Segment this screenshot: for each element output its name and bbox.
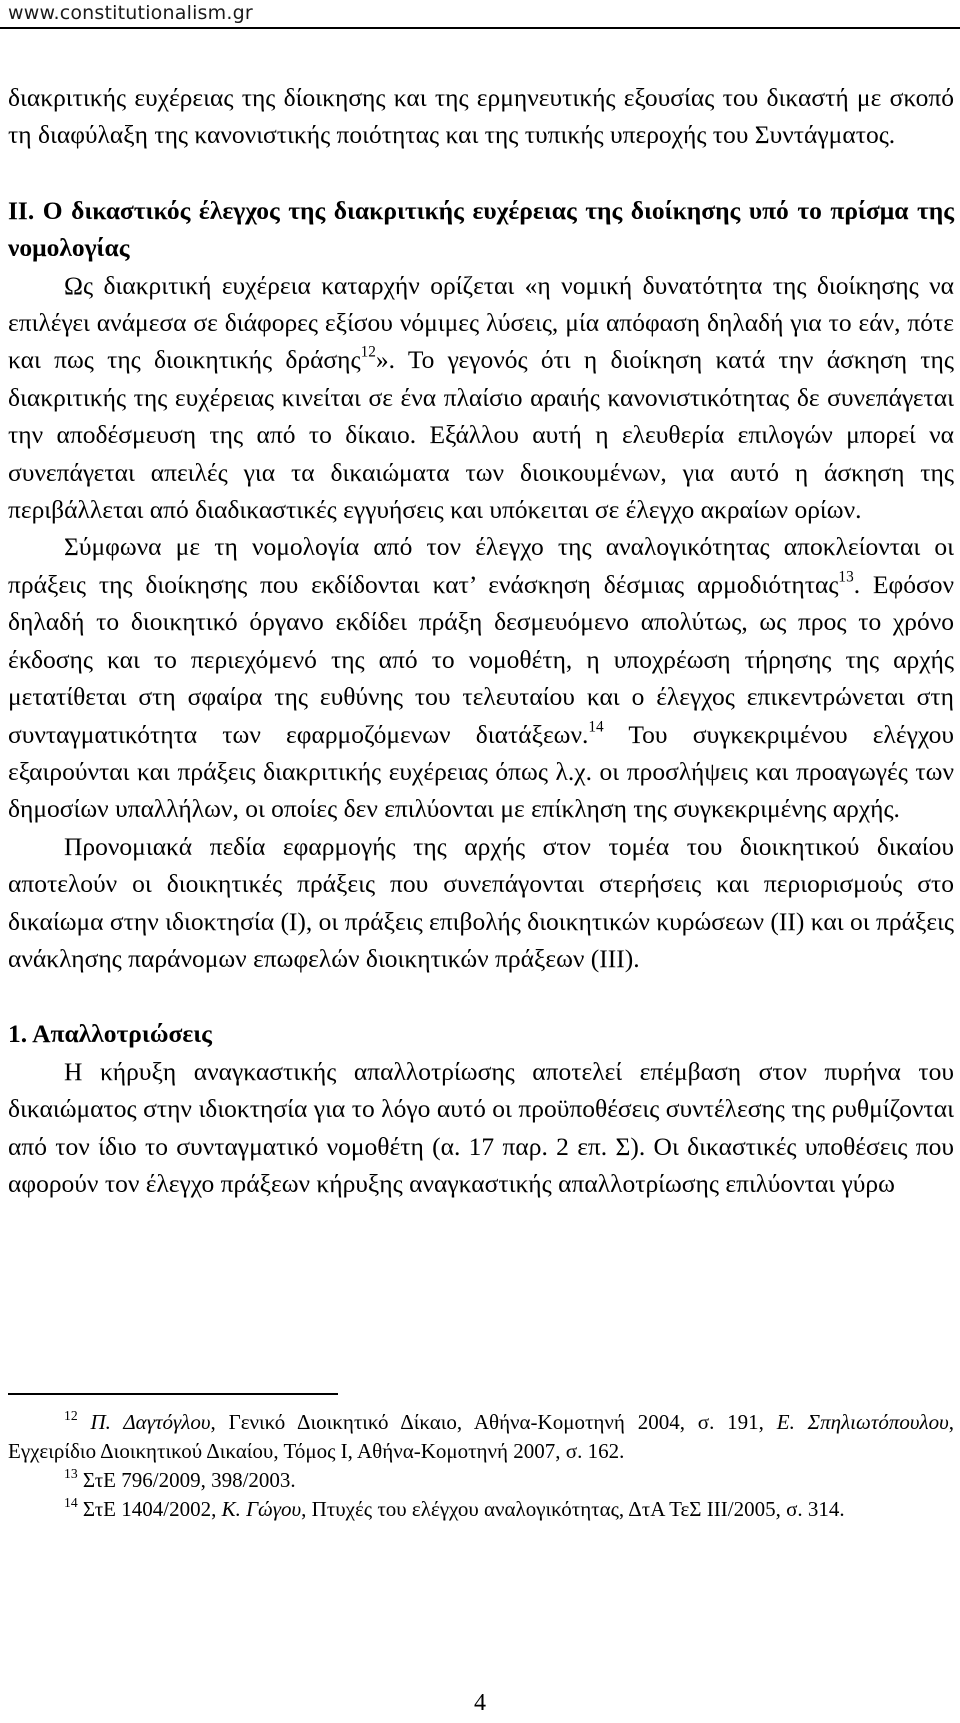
footnote-12 [8,1408,954,1466]
footnote-text: ΣτΕ 796/2009, 398/2003. [77,1468,296,1492]
paragraph-application-fields: Προνομιακά πεδία εφαρμογής της αρχής στον τομέα του διοικητικού δικαίου αποτελούν οι διοικητικές πράξεις που συνεπάγονται στερήσεις και περιορισμούς στο δικαίωμα στην ιδιοκτησία (Ι), οι πράξεις επιβολής διοικητικών κυρώσεων (ΙΙ) και οι πράξεις ανάκλησης παράνομων επωφελών διοικητικών πράξεων (ΙΙΙ). [8,831,954,973]
paragraph-case-law [8,528,954,827]
footnote-ref-14[interactable]: 14 [588,718,604,736]
paragraph-text: . Εφόσον δηλαδή το διοικητικό όργανο εκδίδει πράξη δεσμευόμενο απολύτως, ως προς το χρόνο έκδοσης και το περιεχόμενό της από το νομοθέτη, η υποχρέωση τήρησης της αρχής μετατίθεται στη σφαίρα της ευθύνης του τελευταίου και ο έλεγχος επικεντρώνεται στη συνταγματικότητα των εφαρμοζόμενων διατάξεων. [8,569,954,749]
footnote-text: ΣτΕ 1404/2002, [77,1497,222,1521]
section-heading-expropriations: 1. Απαλλοτριώσεις [8,1019,212,1049]
footnote-ref-13[interactable]: 13 [838,568,854,586]
paragraph-text: Σύμφωνα με τη νομολογία από τον έλεγχο της αναλογικότητας αποκλείονται οι πράξεις της διοίκησης που εκδίδονται κατ’ ενάσκηση δέσμιας αρμοδιότητας [8,532,954,599]
paragraph-expropriation: Η κήρυξη αναγκαστικής απαλλοτρίωσης αποτελεί επέμβαση στον πυρήνα του δικαιώματος στην ιδιοκτησία για το λόγο αυτό οι προϋποθέσεις συντέλεσης της ρυθμίζονται από τον ίδιο το συνταγματικό νομοθέτη (α. 17 παρ. 2 επ. Σ). Οι δικαστικές υποθέσεις που αφορούν τον έλεγχο πράξεων κήρυξης αναγκαστικής απαλλοτρίωσης επιλύονται γύρω [8,1056,954,1198]
paragraph-continuation: διακριτικής ευχέρειας της δίοικησης και της ερμηνευτικής εξουσίας του δικαστή με σκοπό τη διαφύλαξη της κανονιστικής ποιότητας και της τυπικής υπεροχής του Συντάγματος. [8,83,954,150]
paragraph-text: Του συγκεκριμένου ελέγχου εξαιρούνται και πράξεις διακριτικής ευχέρειας όπως λ.χ. οι προσλήψεις και προαγωγές των δημοσίων υπαλλήλων, οι οποίες δεν επιλύονται με επίκληση της συγκεκριμένης αρχής. [8,719,954,824]
footnote-14 [8,1495,954,1524]
footnote-divider [8,1393,338,1395]
site-url-header: www.constitutionalism.gr [8,2,253,24]
footnotes [8,1408,954,1524]
footnote-text: , Γενικό Διοικητικό Δίκαιο, Αθήνα-Κομοτηνή 2004, σ. 191, [210,1410,777,1434]
footnote-number: 13 [64,1466,78,1482]
header-divider [0,27,960,29]
section-heading-ii: ΙΙ. Ο δικαστικός έλεγχος της διακριτικής ευχέρειας της διοίκησης υπό το πρίσμα της νομολογίας [8,195,954,263]
footnote-author: Ε. Σπηλιωτόπουλου [776,1410,949,1434]
document-body [8,79,954,1202]
footnote-text: , Πτυχές του ελέγχου αναλογικότητας, ΔτΑ ΤεΣ ΙΙΙ/2005, σ. 314. [301,1497,845,1521]
footnote-number: 14 [64,1495,78,1511]
footnote-author: Π. Δαγτόγλου [90,1410,211,1434]
page-number: 4 [474,1690,486,1716]
footnote-ref-12[interactable]: 12 [360,343,376,361]
paragraph-text: Ως διακριτική ευχέρεια καταρχήν ορίζεται «η νομική δυνατότητα της διοίκησης να επιλέγει ανάμεσα σε διάφορες εξίσου νόμιμες λύσεις, μία απόφαση δηλαδή για το εάν, πότε και πως της διοικητικής δράσης [8,270,954,375]
footnote-number: 12 [64,1408,78,1424]
footnote-13 [8,1466,954,1495]
footnote-author: Κ. Γώγου [221,1497,302,1521]
paragraph-discretion-definition [8,267,954,529]
footnote-text: , Εγχειρίδιο Διοικητικού Δικαίου, Τόμος Ι, Αθήνα-Κομοτηνή 2007, σ. 162. [8,1410,955,1463]
paragraph-text: ». Το γεγονός ότι η διοίκηση κατά την άσκηση της διακριτικής της ευχέρειας κινείται σε ένα πλαίσιο αραιής κανονιστικότητας δε συνεπάγεται την αποδέσμευση της από το δίκαιο. Εξάλλου αυτή η ελευθερία επιλογών μπορεί να συνεπάγεται απειλές για τα δικαιώματα των διοικουμένων, για αυτό η άσκηση της περιβάλλεται από διαδικαστικές εγγυήσεις και υπόκειται σε έλεγχο ακραίων ορίων. [8,345,954,525]
